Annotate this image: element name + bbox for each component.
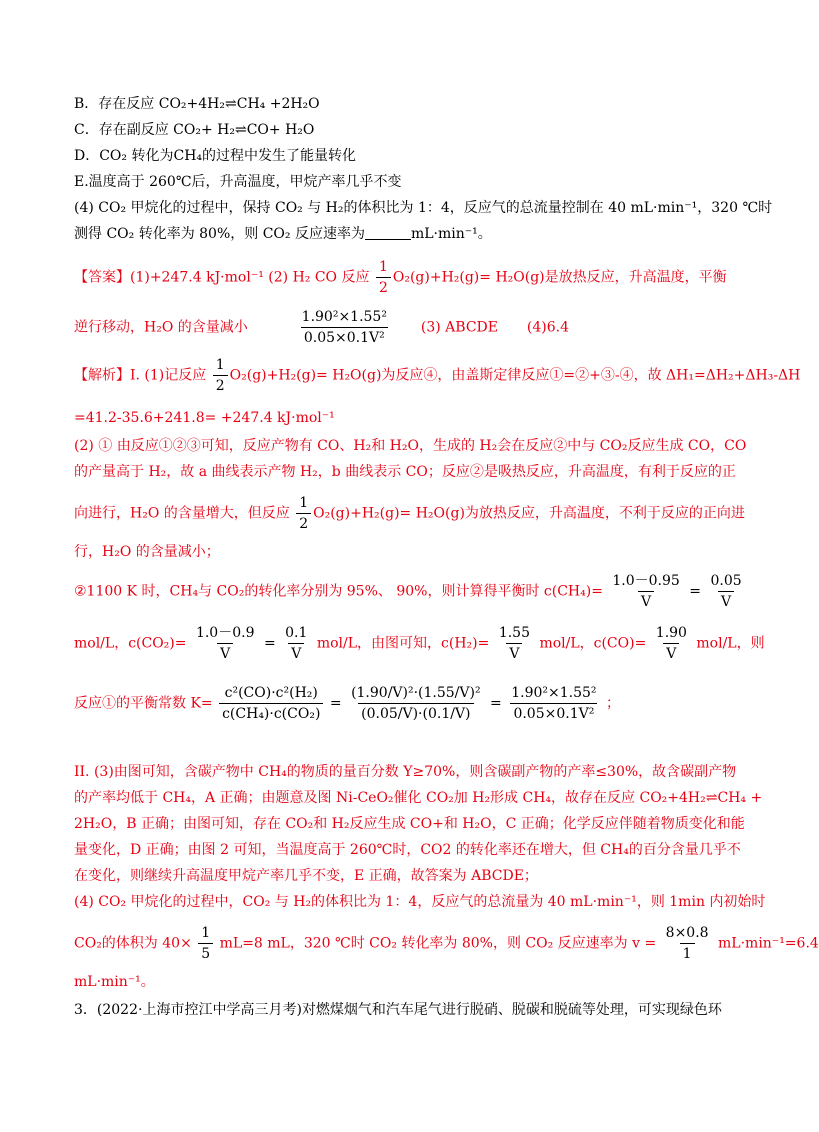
analysis-line3: (2) ① 由反应①②③可知，反应产物有 CO、H₂和 H₂O，生成的 H₂会在反应②中与 CO₂反应生成 CO，CO bbox=[74, 438, 747, 454]
next-question: 3．(2022·上海市控江中学高三月考)对燃煤烟气和汽车尾气进行脱硝、脱碳和脱硫等处理，可实现绿色环 bbox=[74, 1002, 722, 1018]
question-4-line2 bbox=[74, 224, 492, 244]
option-e: E.温度高于 260℃后，升高温度，甲烷产率几乎不变 bbox=[74, 174, 402, 190]
half-fraction-2: $\frac{1}{2}$ bbox=[213, 356, 228, 395]
analysis-line10: II. (3)由图可知，含碳产物中 CH₄的物质的量百分数 Y≥70%，则含碳副产物的产率≤30%，故含碳副产物 bbox=[74, 764, 737, 780]
analysis-l8d: mol/L，则 bbox=[696, 635, 765, 652]
answer-line1 bbox=[74, 258, 727, 297]
question-4-line1: (4) CO₂ 甲烷化的过程中，保持 CO₂ 与 H₂的体积比为 1：4，反应气的总流量控制在 40 mL·min⁻¹，320 ℃时 bbox=[74, 200, 773, 216]
analysis-l5a: 向进行，H₂O 的含量增大，但反应 bbox=[74, 505, 290, 522]
analysis-label: 【解析】 bbox=[74, 367, 130, 384]
k-substitution-fraction: $\frac{\text{(1.90/V)²·(1.55/V)²}}{(0.05/V)\cdot(0.1/V)}$ bbox=[351, 685, 481, 722]
analysis-l16c: mL·min⁻¹=6.4 bbox=[718, 935, 819, 952]
analysis-l8b: mol/L，由图可知，c(H₂)= bbox=[316, 635, 490, 652]
answer-line2 bbox=[74, 308, 569, 347]
fraction-ch4-result: $\frac{0.05}{V}$ bbox=[710, 573, 742, 610]
q4-text-b: mL·min⁻¹。 bbox=[410, 226, 492, 242]
option-c: C．存在副反应 CO₂+ H₂⇌CO+ H₂O bbox=[74, 122, 315, 138]
analysis-line4: 的产量高于 H₂，故 a 曲线表示产物 H₂，b 曲线表示 CO；反应②是吸热反应，升高温度，有利于反应的正 bbox=[74, 464, 736, 480]
analysis-l8c: mol/L，c(CO)= bbox=[539, 635, 647, 652]
analysis-line11: 的产率均低于 CH₄，A 正确；由题意及图 Ni-CeO₂催化 CO₂加 H₂形成 CH₄，故存在反应 CO₂+4H₂⇌CH₄ + bbox=[74, 790, 763, 806]
answer-blank bbox=[365, 225, 411, 240]
answer-2: (2) H₂ CO 反应 bbox=[268, 269, 370, 286]
analysis-l9a: 反应①的平衡常数 K= bbox=[74, 695, 213, 712]
answer-3: (3) ABCDE bbox=[420, 319, 498, 336]
fraction-ch4: $\frac{1.0-0.95}{V}$ bbox=[612, 573, 680, 610]
answer-1: (1)+247.4 kJ·mol⁻¹ bbox=[130, 269, 264, 286]
analysis-line17: mL·min⁻¹。 bbox=[74, 974, 155, 990]
answer-2-text: 逆行移动，H₂O 的含量减小 bbox=[74, 319, 248, 336]
analysis-line13: 量变化，D 正确；由图 2 可知，当温度高于 260℃时，CO2 的转化率还在增大，但 CH₄的百分含量几乎不 bbox=[74, 842, 741, 858]
fraction-h2: $\frac{1.55}{V}$ bbox=[498, 625, 530, 662]
analysis-line6: 行，H₂O 的含量减小； bbox=[74, 544, 220, 560]
k-definition-fraction: $\frac{\text{c²(CO)·c²(H₂)}}{\text{c(CH₄)·c(CO₂)}}$ bbox=[219, 684, 323, 723]
analysis-l5b: O₂(g)+H₂(g)= H₂O(g)为放热反应，升高温度，不利于反应的正向进 bbox=[313, 505, 745, 522]
answer-4: (4)6.4 bbox=[526, 319, 569, 336]
analysis-line7: ②1100 K 时，CH₄与 CO₂的转化率分别为 95%、 90%，则计算得平衡时 c(CH₄)= $\frac{1.0-0.95}{V}$ = $\frac{0.05}{V}$ bbox=[74, 572, 747, 611]
option-d: D．CO₂ 转化为CH₄的过程中发生了能量转化 bbox=[74, 148, 357, 164]
analysis-line16 bbox=[74, 924, 819, 963]
fraction-rate: $\frac{8\times 0.8}{1}$ bbox=[665, 925, 709, 962]
analysis-l1b: O₂(g)+H₂(g)= H₂O(g)为反应④，由盖斯定律反应①=②+③-④，故 ΔH₁=ΔH₂+ΔH₃-ΔH bbox=[229, 367, 801, 384]
half-fraction: $\frac{1}{2}$ bbox=[376, 258, 391, 297]
analysis-l1a: I. (1)记反应 bbox=[130, 367, 207, 384]
k-result-fraction: $\frac{\text{1.90²×1.55²}}{\text{0.05×0.1V²}}$ bbox=[511, 685, 597, 722]
analysis-l16a: CO₂的体积为 40× bbox=[74, 935, 192, 952]
answer-2-cont: O₂(g)+H₂(g)= H₂O(g)是放热反应，升高温度，平衡 bbox=[392, 269, 727, 286]
analysis-line14: 在变化，则继续升高温度甲烷产率几乎不变，E 正确，故答案为 ABCDE； bbox=[74, 868, 538, 884]
fraction-co: $\frac{1.90}{V}$ bbox=[655, 625, 687, 662]
analysis-line12: 2H₂O，B 正确；由图可知，存在 CO₂和 H₂反应生成 CO+和 H₂O，C 正确；化学反应伴随着物质变化和能 bbox=[74, 816, 745, 832]
analysis-l16b: mL=8 mL，320 ℃时 CO₂ 转化率为 80%，则 CO₂ 反应速率为 v = bbox=[219, 935, 657, 952]
analysis-line5 bbox=[74, 494, 745, 533]
fraction-one-fifth: $\frac{1}{5}$ bbox=[198, 924, 213, 963]
option-b: B．存在反应 CO₂+4H₂⇌CH₄ +2H₂O bbox=[74, 96, 320, 112]
analysis-line2: =41.2-35.6+241.8= +247.4 kJ·mol⁻¹ bbox=[74, 410, 335, 426]
analysis-line9: 反应①的平衡常数 K= $\frac{\text{c²(CO)·c²(H₂)}}{\text{c(CH₄)·c(CO₂)}}$ = $\frac{\text{(1.90/V)²·(1.55/V)²}}{(0.05/V)\cdot(0.1/V)}$ = $\frac{\text{1.90²×1.55²}}{\text{0.05×0.1V²}}$ ； bbox=[74, 685, 620, 722]
analysis-l8a: mol/L，c(CO₂)= bbox=[74, 635, 187, 652]
answer-label: 【答案】 bbox=[74, 269, 130, 286]
half-fraction-3: $\frac{1}{2}$ bbox=[296, 494, 311, 533]
analysis-l9end: ； bbox=[606, 695, 620, 712]
analysis-l7a: ②1100 K 时，CH₄与 CO₂的转化率分别为 95%、 90%，则计算得平衡时 c(CH₄)= bbox=[74, 583, 603, 600]
fraction-co2-result: $\frac{0.1}{V}$ bbox=[285, 625, 308, 662]
k-expression-fraction: $\frac{\text{1.90²×1.55²}}{\text{0.05×0.1V²}}$ bbox=[301, 309, 387, 346]
q4-text-a: 测得 CO₂ 转化率为 80%，则 CO₂ 反应速率为 bbox=[74, 226, 365, 242]
analysis-line1 bbox=[74, 356, 800, 395]
analysis-line8: mol/L，c(CO₂)= $\frac{1.0-0.9}{V}$ = $\frac{0.1}{V}$ mol/L，由图可知，c(H₂)= $\frac{1.55}{V}$ mol/L，c(CO)= $\frac{1.90}{V}$ mol/L，则 bbox=[74, 625, 765, 662]
analysis-line15: (4) CO₂ 甲烷化的过程中，CO₂ 与 H₂的体积比为 1：4，反应气的总流量为 40 mL·min⁻¹，则 1min 内初始时 bbox=[74, 894, 766, 910]
fraction-co2: $\frac{1.0-0.9}{V}$ bbox=[195, 625, 255, 662]
